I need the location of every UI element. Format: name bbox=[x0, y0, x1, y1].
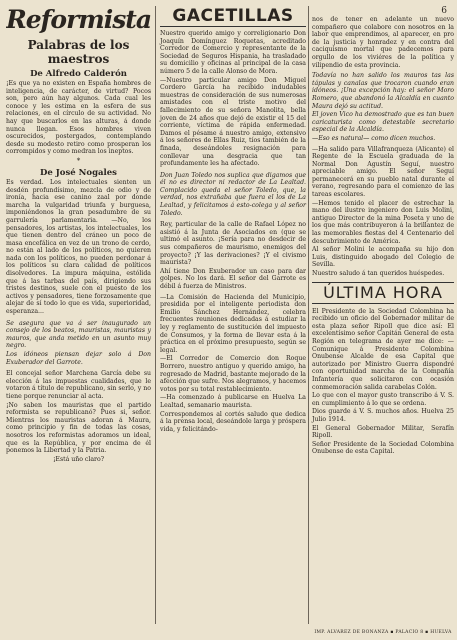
paragraph: —Ha comenzado á publicarse en Huelva La Lealtad, semanario maurista. bbox=[160, 394, 306, 409]
paragraph: Se asegura que va á ser inaugurado un consejo de los beatos, mauristas, mauristas y mauros, que anda metido en un asunto muy negro. bbox=[6, 319, 151, 350]
paragraph: Señor Presidente de la Sociedad Colombina Onubense de esta Capital. bbox=[312, 440, 454, 456]
section-title: Palabras de los maestros bbox=[27, 38, 130, 66]
paragraph: El joven Vico ha demostrado que es tan buen caricaturista como detestable secretario especial de la Alcaldía. bbox=[312, 111, 454, 134]
paragraph: Correspondemos al cortés saludo que dedica á la prensa local, deseándole larga y próspera vida, y felicitándo- bbox=[160, 410, 306, 433]
masthead-title: Reformista bbox=[6, 6, 151, 34]
paragraph: ¡Es que ya no existen en España hombres de inteligencia, de carácter, de virtud? Pocos son, pero aún hay algunos. Cada cual les conoce y les estima en la esfera de sus relaciones, en el círculo de su actividad. No hay que buscarlos en las alturas, á donde nunca llegan. Esos hombres viven oscurecidos, postergados, contemplando desde su modesto retiro como prosperan los corrompidos y como medran los ineptos. bbox=[6, 80, 151, 156]
paragraph: Todavía no han salido los mauros tas las tápulas y canalas que trocaron cuando eran idóneos. ¡Una excepción hay: el señor Moro Romero, que abandonó la Alcaldía en cuanto Maura dejó su actitud. bbox=[312, 72, 454, 110]
byline: De Alfredo Calderón bbox=[30, 69, 127, 79]
paragraph: nos de tener en adelante un nuevo compañero que colabore con nosotros en la labor que emprendimos, al aparecer, en pro de la justicia y honradez y en contra del caciquismo mortal que padecemos para orgullo de los viviéres de la política y vilipendio de esta provincia. bbox=[312, 16, 454, 69]
paragraph: ¡No saben los mauristas que el partido reformista se republicanó? Pues si, señor. Mientras los mauristas adoran á Maura, como principio y fin de todas las cosas, nosotros los reformistas adoramos un ideal, que es la República, y por encima de él ponemos la Libertad y la Patria. bbox=[6, 401, 151, 455]
paragraph: El General Gobernador Militar, Serafín Ripoll. bbox=[312, 424, 454, 440]
byline: De José Nogales bbox=[40, 167, 117, 178]
paragraph: Lo que con el mayor gusto transcribo á V. S. en cumplimiento á lo que se ordena. bbox=[312, 392, 454, 407]
paragraph: —Ha salido para Villafranqueza (Alicante) el Regente de la Escuela graduada de la Normal Don Agustín Seguí, nuestro apreciable amigo. El señor Seguí permanecerá en su pueblo natal durante el verano, regresando para el comienzo de las tareas escolares. bbox=[312, 145, 454, 199]
paragraph: Nuestro saludo á tan queridos huéspedes. bbox=[312, 270, 445, 277]
paragraph: El Presidente de la Sociedad Colombina ha recibido un oficio del Gobernador militar de esta plaza señor Ripoll que dice así: El excelentísimo señor Capitán General de esta Región en telegrama de ayer me dice: —Comunique á Presidente Colombina Onubense Alcalde de esa Capital que autorizado por Ministro Guerra dispondré con oportunidad marcha de la Compañía Infantería que solicitaron con ocasión conmemoración salida carabelas Colón. bbox=[312, 307, 454, 391]
paragraph: Nuestro querido amigo y correligionario Don Joaquín Domínguez Roquetas, acreditado Corredor de Comercio y representante de la Sociedad de Seguros Hispania, ha trasladado su domicilio y oficinas al principal de la casa número 5 de la calle Alonso de Mora. bbox=[160, 30, 306, 75]
paragraph: Al señor Molini le acompaña su hijo don Luis, distinguido abogado del Colegio de Sevilla. bbox=[312, 246, 454, 269]
paragraph: ¡Está uño claro? bbox=[52, 455, 105, 463]
column-rule bbox=[308, 6, 309, 624]
column-2 bbox=[160, 6, 306, 434]
paragraph: El concejal señor Marchena García debe su elección á las impuestas cualidades, que le votaron á título de republicano, sin serlo, y no tiene porque renunciar al acta. bbox=[6, 370, 151, 400]
column-3 bbox=[312, 16, 454, 457]
paragraph: —El Corredor de Comercio don Roque Borrero, nuestro antiguo y querido amigo, ha regresado de Madrid, bastante mejorado de la afección que sufre. Nos alegramos, y hacemos votos por su total restablecimiento. bbox=[160, 355, 306, 393]
paragraph: —Hemos tenido el placer de estrechar la mano del ilustre ingeniero don Luis Molini, antiguo Director de la mina Poseta y uno de los que más contribuyeron á la brillantez de las memorables fiestas del 4 Centenario del descubrimiento de América. bbox=[312, 199, 454, 245]
paragraph: —Nuestro particular amigo Don Miguel Cordero García ha recibido indudables muestras de consideración de sus numerosas amistades con el triste motivo del fallecimiento de su señora Manolita, bella joven de 24 años que dejó de existir el 15 del corriente, víctima de rápida enfermedad. Damos el pésame á nuestro amigo, extensivo á los señores de Ellas Ruiz, tíos también de la finada, deseándoles resignación para conllevar una desgracia que tan profundamente les ha afectado. bbox=[160, 76, 306, 168]
paragraph: —La Comisión de Hacienda del Municipio, presidida por el inteligente periodista don Emilio Sánchez Hernández, celebra frecuentes reuniones dedicadas á estudiar la ley y reglamento de sustitución del impuesto de Consumos, y la forma de llevar esta á la práctica en el próximo presupuesto, según se legal. bbox=[160, 293, 306, 354]
paragraph: Dios guarde á V. S. muchos años. Huelva 25 Julio 1914. bbox=[312, 408, 454, 423]
paragraph: Los idóneos piensan dejar solo á Don Exuberador del Garrote. bbox=[6, 351, 151, 366]
page-number: 6 bbox=[441, 6, 447, 16]
section-title: GACETILLAS bbox=[160, 6, 306, 27]
printer-footer: IMP. ALVAREZ DE BONANZA ▪ PALACIO 8 ▪ HUELVA bbox=[314, 630, 452, 635]
paragraph: Es verdad. Los intelectuales sienten un desdén profundísimo, mezcla de odio y de ironía, hacia ese canino zaal por donde marcha la vulgaridad triunfa y burguesa, imponiéndonos la gran pesadumbre de su garrulería parlamentaria. —No, los pensadores, los artistas, los intelectuales, los que tienen dentro del cráneo un poco de masa encefálica en vez de un trono de cerdo, no están al lado de los políticos, no quieren nada con los políticos, no pueden perdonar á los políticos su clara calidad de políticos disolvedores. La impura máquina, estólida que á las tarbas del país, dirigiendo sus tristes destinos, suele con el puesto de los activos y pensadores, tiene forzosamente que alejar de sí todo lo que es vida, superioridad, esperanza... bbox=[6, 178, 151, 316]
separator: * bbox=[76, 156, 81, 165]
paragraph: Rey, particular de la calle de Rafael López no asistió á la Junta de Asociados en (que se ultimó el asunto. ¡Sería para no desdecir de sus compañeros de maurismo, enemigos del proyecto? ¡Y las derivaciones? ¡Y el civismo maurista? bbox=[160, 221, 306, 267]
paragraph: Ahí tiene Don Exuberador un caso para dar golpes. No los dará. El señor del Garrote es débil á fuerza de Ministros. bbox=[160, 267, 306, 290]
section-title: ÚLTIMA HORA bbox=[312, 282, 454, 304]
column-1 bbox=[6, 6, 151, 464]
paragraph: Don Juan Toledo nos suplica que digamos que él no es director ni redactor de La Lealtad. Complacido queda el señor Toledo, que, la verdad, nos extrañaba que fuera el los de La Lealtad, y felicitamos á esto-colega y al señor Toledo. bbox=[160, 171, 306, 217]
column-rule bbox=[155, 6, 156, 624]
paragraph: —Eso es natural— como dicen muchos. bbox=[312, 134, 436, 142]
